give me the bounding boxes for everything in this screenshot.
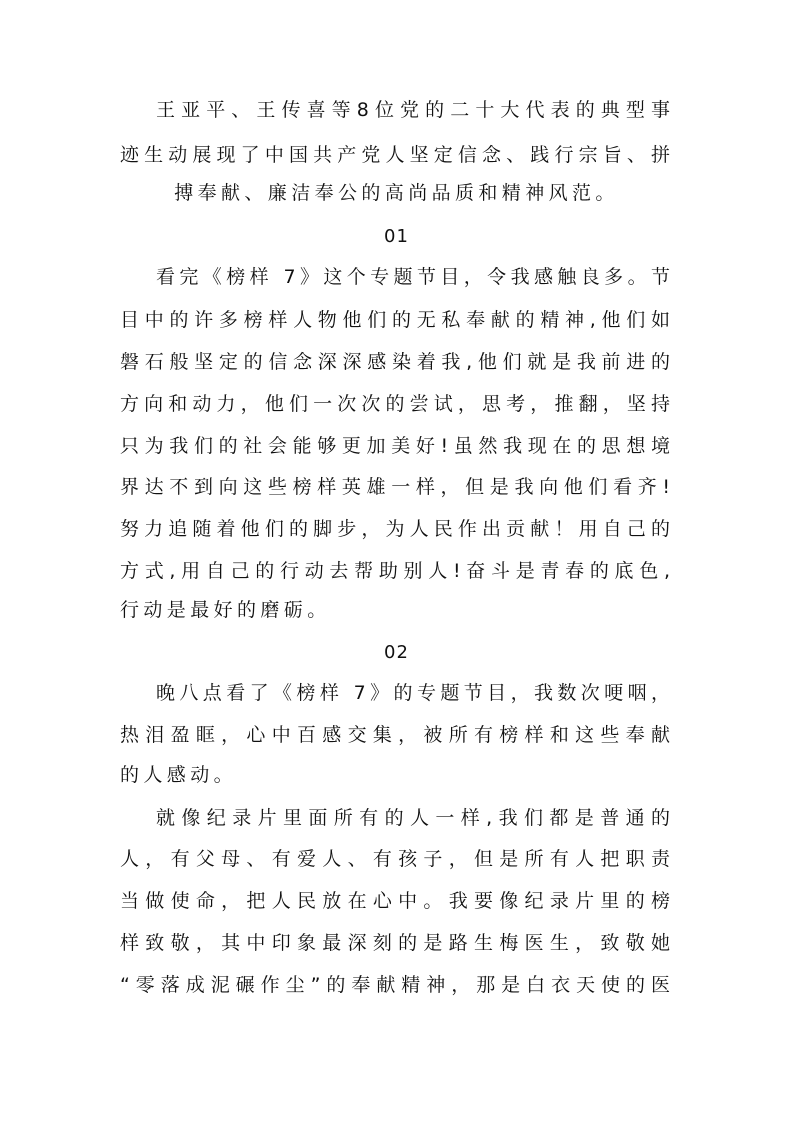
section1-line-9: 行动是最好的磨砺。 [120,599,331,621]
intro-line-3: 搏奉献、廉洁奉公的高尚品质和精神风范。 [174,182,619,204]
section2-para2-line-5: “零落成泥碾作尘”的奉献精神，那是白衣天使的医 [120,974,670,996]
intro-line-2: 迹生动展现了中国共产党人坚定信念、践行宗旨、拼 [120,144,670,166]
section2-para2-line-3: 当做使命，把人民放在心中。我要像纪录片里的榜 [120,890,670,912]
section1-line-2: 目中的许多榜样人物他们的无私奉献的精神,他们如 [120,309,670,331]
section1-line-7: 努力追随着他们的脚步，为人民作出贡献！用自己的 [120,518,670,540]
section2-para2-line-1: 就像纪录片里面所有的人一样,我们都是普通的 [156,807,670,829]
section2-para1-line-1: 晚八点看了《榜样 7》的专题节目，我数次哽咽， [156,682,670,704]
section1-line-5: 只为我们的社会能够更加美好!虽然我现在的思想境 [120,435,670,457]
section1-line-3: 磐石般坚定的信念深深感染着我,他们就是我前进的 [120,351,670,373]
intro-line-1: 王亚平、王传喜等8位党的二十大代表的典型事 [156,99,670,121]
section1-line-4: 方向和动力，他们一次次的尝试，思考，推翻，坚持 [120,393,670,415]
section2-para1-line-2: 热泪盈眶，心中百感交集，被所有榜样和这些奉献 [120,724,670,746]
section1-line-8: 方式,用自己的行动去帮助别人!奋斗是青春的底色, [120,560,670,582]
section2-para1-line-3: 的人感动。 [120,764,238,786]
section-number-02: 02 [384,642,409,663]
section2-para2-line-2: 人，有父母、有爱人、有孩子，但是所有人把职责 [120,848,670,870]
section2-para2-line-4: 样致敬，其中印象最深刻的是路生梅医生，致敬她 [120,932,670,954]
section-number-01: 01 [384,226,409,247]
section1-line-1: 看完《榜样 7》这个专题节目，令我感触良多。节 [156,266,670,288]
section1-line-6: 界达不到向这些榜样英雄一样，但是我向他们看齐! [120,476,670,498]
